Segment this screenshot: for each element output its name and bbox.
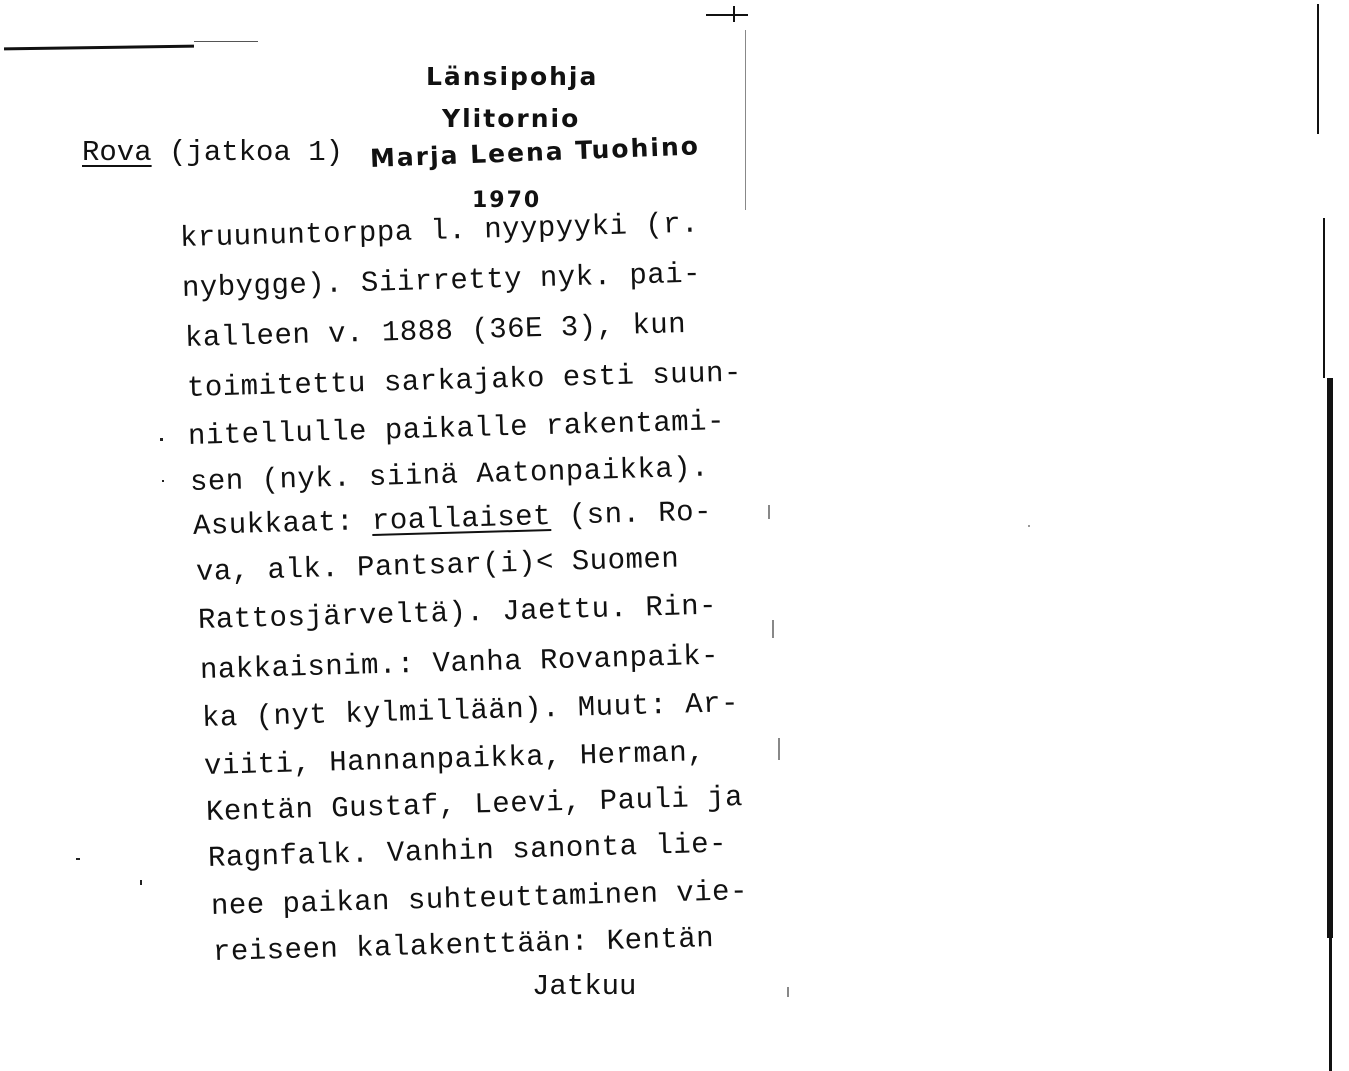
speck — [160, 438, 163, 441]
speck — [778, 738, 780, 760]
entry-heading — [82, 136, 343, 169]
text-line: ka (nyt kylmillään). Muut: Ar- — [201, 687, 740, 735]
text-line: kruununtorppa l. nyypyyki (r. — [179, 207, 700, 255]
speck — [772, 620, 774, 638]
text-line: toimitettu sarkajako esti suun- — [186, 356, 743, 405]
residents-name: roallaiset — [371, 500, 552, 538]
year-stamp: 1970 — [472, 188, 542, 213]
card-right-edge — [745, 30, 746, 210]
text-line: nybygge). Siirretty nyk. pai- — [181, 257, 702, 305]
speck — [787, 987, 789, 997]
text-line: nitellulle paikalle rakentami- — [187, 405, 726, 453]
text-line-residents: Asukkaat: roallaiset (sn. Ro- — [192, 495, 713, 543]
text-line: viiti, Hannanpaikka, Herman, — [203, 736, 706, 783]
speck — [768, 505, 770, 519]
scan-edge-top-dash — [194, 41, 258, 42]
speck — [162, 480, 164, 482]
scan-edge-top-tick — [733, 6, 735, 22]
continues-label: Jatkuu — [532, 970, 637, 1003]
parish-stamp: Ylitornio — [442, 104, 581, 133]
text-line: nakkaisnim.: Vanha Rovanpaik- — [199, 639, 720, 687]
scan-edge-top-right — [706, 14, 748, 16]
text-line: kalleen v. 1888 (36E 3), kun — [184, 308, 687, 355]
collector-stamp: Marja Leena Tuohino — [369, 131, 701, 173]
text-line: Ragnfalk. Vanhin sanonta lie- — [207, 827, 728, 875]
speck — [76, 858, 80, 860]
text-line: reiseen kalakenttään: Kentän — [212, 922, 715, 969]
text-line: sen (nyk. siinä Aatonpaikka). — [189, 451, 710, 499]
scan-edge-top-left — [4, 45, 194, 51]
text-line: nee paikan suhteuttaminen vie- — [210, 875, 749, 923]
right-border-lower — [1329, 938, 1332, 1071]
region-stamp: Länsipohja — [426, 62, 599, 91]
continuation-note: (jatkoa 1) — [169, 136, 344, 169]
text-line: Rattosjärveltä). Jaettu. Rin- — [197, 589, 718, 637]
speck — [1028, 525, 1030, 527]
text-line: Kentän Gustaf, Leevi, Pauli ja — [205, 781, 744, 829]
right-border-bold — [1327, 378, 1333, 938]
right-border-main — [1323, 218, 1325, 378]
place-name: Rova — [82, 136, 152, 169]
right-border-thin — [1317, 4, 1319, 134]
speck — [140, 880, 142, 885]
text-line: va, alk. Pantsar(i)< Suomen — [195, 542, 680, 589]
